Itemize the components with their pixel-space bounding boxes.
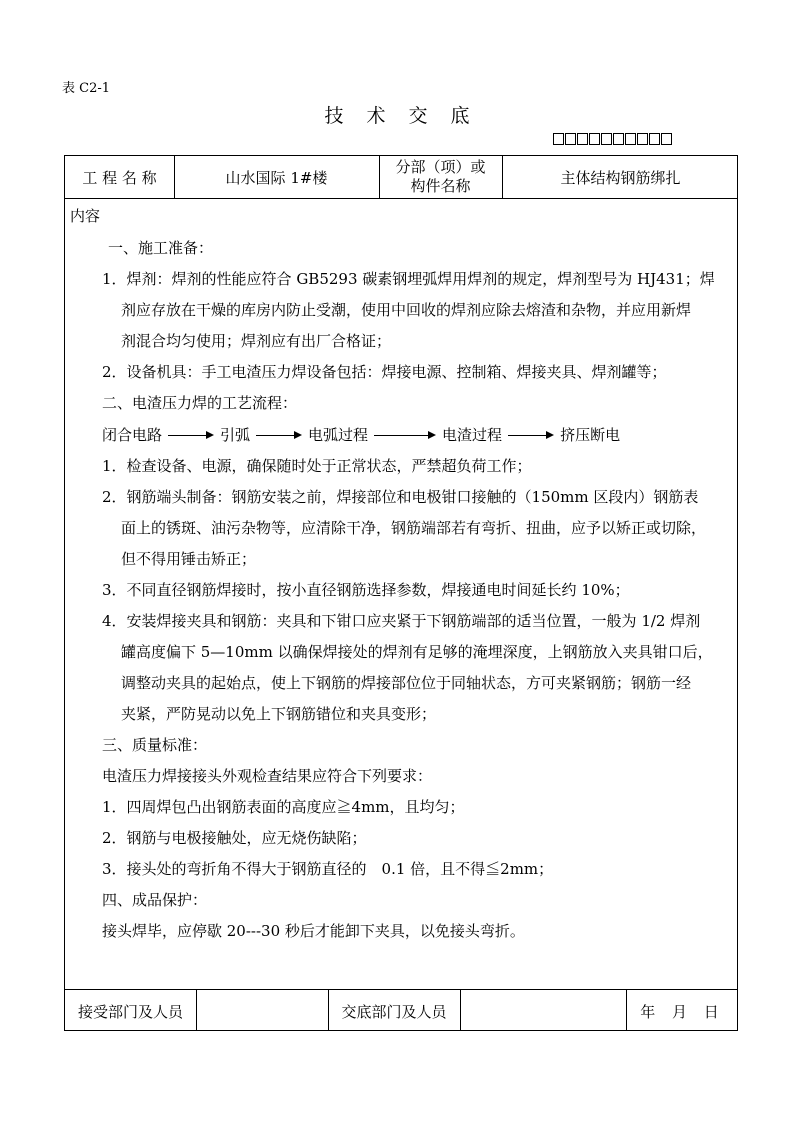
arrow-right-icon: [256, 430, 302, 440]
flow-step: 电渣过程: [442, 426, 503, 444]
content-line: 1．四周焊包凸出钢筋表面的高度应≧4mm，且均匀；: [102, 798, 465, 816]
process-flow: [102, 424, 620, 445]
flow-step: 闭合电路: [102, 426, 163, 444]
document-title: 技术交底: [324, 105, 493, 127]
content-line: 4．安装焊接夹具和钢筋：夹具和下钳口应夹紧于下钢筋端部的适当位置，一般为 1/2 焊剂: [102, 612, 701, 630]
section-heading: 三、质量标准：: [102, 736, 208, 754]
content-line: 夹紧，严防晃动以免上下钢筋错位和夹具变形；: [121, 705, 437, 723]
handover-dept-label: 交底部门及人员: [341, 1003, 447, 1021]
content-line: 剂应存放在干燥的库房内防止受潮，使用中回收的焊剂应除去熔渣和杂物，并应用新焊: [121, 301, 692, 319]
content-line: 3．接头处的弯折角不得大于钢筋直径的 0.1 倍，且不得≦2mm；: [102, 860, 554, 878]
project-name-value[interactable]: 山水国际 1#楼: [225, 169, 328, 187]
flow-step: 挤压断电: [560, 426, 621, 444]
content-line: 调整动夹具的起始点，使上下钢筋的焊接部位位于同轴状态，方可夹紧钢筋；钢筋一经: [121, 674, 692, 692]
arrow-right-icon: [374, 430, 436, 440]
arrow-right-icon: [508, 430, 554, 440]
content-line: 接头焊毕，应停歇 20---30 秒后才能卸下夹具，以免接头弯折。: [102, 922, 525, 940]
flow-step: 引弧: [220, 426, 251, 444]
content-line: 2．设备机具：手工电渣压力焊设备包括：焊接电源、控制箱、焊接夹具、焊剂罐等；: [102, 363, 667, 381]
form-number: 表 C2-1: [62, 81, 111, 96]
content-line: 1．检查设备、电源，确保随时处于正常状态，严禁超负荷工作；: [102, 457, 532, 475]
section-heading: 二、电渣压力焊的工艺流程：: [102, 394, 298, 412]
part-name-label-line1: 分部（项）或: [395, 158, 486, 176]
content-line: 3．不同直径钢筋焊接时，按小直径钢筋选择参数，焊接通电时间延长约 10%；: [102, 581, 630, 599]
flow-step: 电弧过程: [308, 426, 369, 444]
section-heading: 四、成品保护：: [102, 891, 208, 909]
content-line: 2．钢筋端头制备：钢筋安装之前，焊接部位和电极钳口接触的（150mm 区段内）钢筋表: [102, 488, 699, 506]
arrow-right-icon: [168, 430, 214, 440]
content-line: 但不得用锤击矫正；: [121, 550, 257, 568]
section-heading: 一、施工准备：: [108, 239, 214, 257]
content-line: 电渣压力焊接接头外观检查结果应符合下列要求：: [102, 767, 433, 785]
content-label: 内容: [70, 207, 101, 225]
content-line: 罐高度偏下 5—10mm 以确保焊接处的焊剂有足够的淹埋深度，上钢筋放入夹具钳口后，: [121, 643, 713, 661]
document-number-boxes[interactable]: [553, 133, 672, 145]
content-line: 2．钢筋与电极接触处，应无烧伤缺陷；: [102, 829, 367, 847]
part-name-label-line2: 构件名称: [410, 177, 471, 195]
disclosure-table: [64, 155, 738, 1031]
part-name-value[interactable]: 主体结构钢筋绑扎: [560, 169, 681, 187]
date-field[interactable]: 年 月 日: [640, 1003, 725, 1021]
content-line: 剂混合均匀使用；焊剂应有出厂合格证；: [121, 332, 392, 350]
content-line: 面上的锈斑、油污杂物等，应清除干净，钢筋端部若有弯折、扭曲，应予以矫正或切除，: [121, 519, 707, 537]
project-name-label: 工 程 名 称: [82, 169, 157, 187]
content-line: 1．焊剂：焊剂的性能应符合 GB5293 碳素钢埋弧焊用焊剂的规定，焊剂型号为 HJ431；焊: [102, 270, 715, 288]
receiving-dept-label: 接受部门及人员: [77, 1003, 183, 1021]
